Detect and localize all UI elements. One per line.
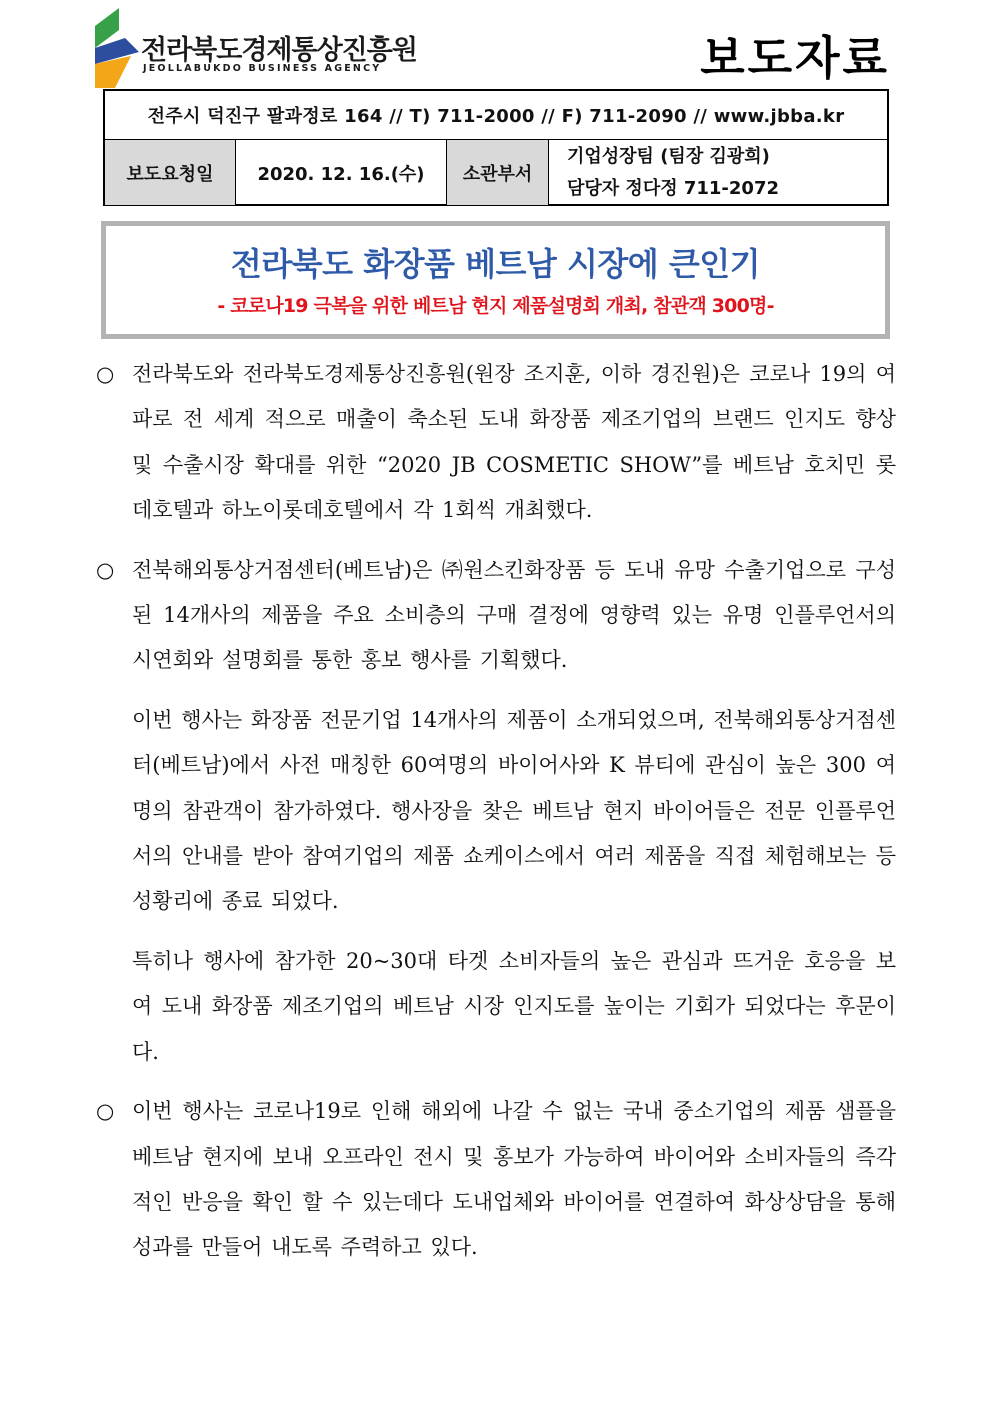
department-info [549,140,887,205]
paragraph-text: 이번 행사는 화장품 전문기업 14개사의 제품이 소개되었으며, 전북해외통상거점센터(베트남)에서 사전 매칭한 60여명의 바이어사와 K 뷰티에 관심이 높은 300 여명의 참관객이 참가하였다. 행사장을 찾은 베트남 현지 바이어들은 전문 인플루언서의 안내를 받아 참여기업의 제품 쇼케이스에서 여러 제품을 직접 체험해보는 등 성황리에 종료 되었다. [132,707,896,914]
paragraph-text: 전라북도와 전라북도경제통상진흥원(원장 조지훈, 이하 경진원)은 코로나 19의 여파로 전 세계 적으로 매출이 축소된 도내 화장품 제조기업의 브랜드 인지도 향상 및 수출시장 확대를 위한 “2020 JB COSMETIC SHOW”를 베트남 호치민 롯데호텔과 하노이롯데호텔에서 각 1회씩 개최했다. [132,362,896,523]
headline-box [101,221,890,339]
bullet-circle-icon: ○ [96,1099,115,1124]
document-type-title: 보도자료 [700,31,890,85]
jbba-logo-icon [95,8,139,88]
press-info-table [103,89,889,206]
paragraph-text: 전북해외통상거점센터(베트남)은 ㈜원스킨화장품 등 도내 유망 수출기업으로 구성된 14개사의 제품을 주요 소비층의 구매 결정에 영향력 있는 유명 인플루언서의 시연회와 설명회를 통한 홍보 행사를 기획했다. [132,557,896,673]
paragraph [96,352,896,534]
department-contact: 담당자 정다정 711-2072 [567,177,780,199]
paragraph [96,1089,896,1271]
subheadline: - 코로나19 극복을 위한 베트남 현지 제품설명회 개최, 참관객 300명- [217,295,774,317]
request-date-value: 2020. 12. 16.(수) [236,140,447,205]
bullet-circle-icon: ○ [96,557,115,582]
headline: 전라북도 화장품 베트남 시장에 큰인기 [230,245,761,283]
press-body [96,352,896,1271]
contact-line: 전주시 덕진구 팔과정로 164 // T) 711-2000 // F) 711-2090 // www.jbba.kr [105,91,887,140]
paragraph [96,548,896,684]
bullet-circle-icon: ○ [96,362,115,386]
press-info-row [105,140,887,205]
paragraph [96,939,896,1075]
organization-name: 전라북도경제통상진흥원 [141,35,417,66]
request-date-label: 보도요청일 [105,140,236,205]
department-label: 소관부서 [447,140,549,205]
paragraph-text: 이번 행사는 코로나19로 인해 해외에 나갈 수 없는 국내 중소기업의 제품 샘플을 베트남 현지에 보내 오프라인 전시 및 홍보가 가능하여 바이어와 소비자들의 즉각적인 반응을 확인 할 수 있는데다 도내업체와 바이어를 연결하여 화상상담을 통해 성과를 만들어 내도록 주력하고 있다. [132,1099,896,1260]
document-header [95,8,895,88]
organization-name-english: JEOLLABUKDO BUSINESS AGENCY [143,63,382,74]
paragraph-text: 특히나 행사에 참가한 20~30대 타겟 소비자들의 높은 관심과 뜨거운 호응을 보여 도내 화장품 제조기업의 베트남 시장 인지도를 높이는 기회가 되었다는 후문이다. [132,948,896,1064]
paragraph [96,698,896,925]
department-team: 기업성장팀 (팀장 김광희) [567,145,770,167]
